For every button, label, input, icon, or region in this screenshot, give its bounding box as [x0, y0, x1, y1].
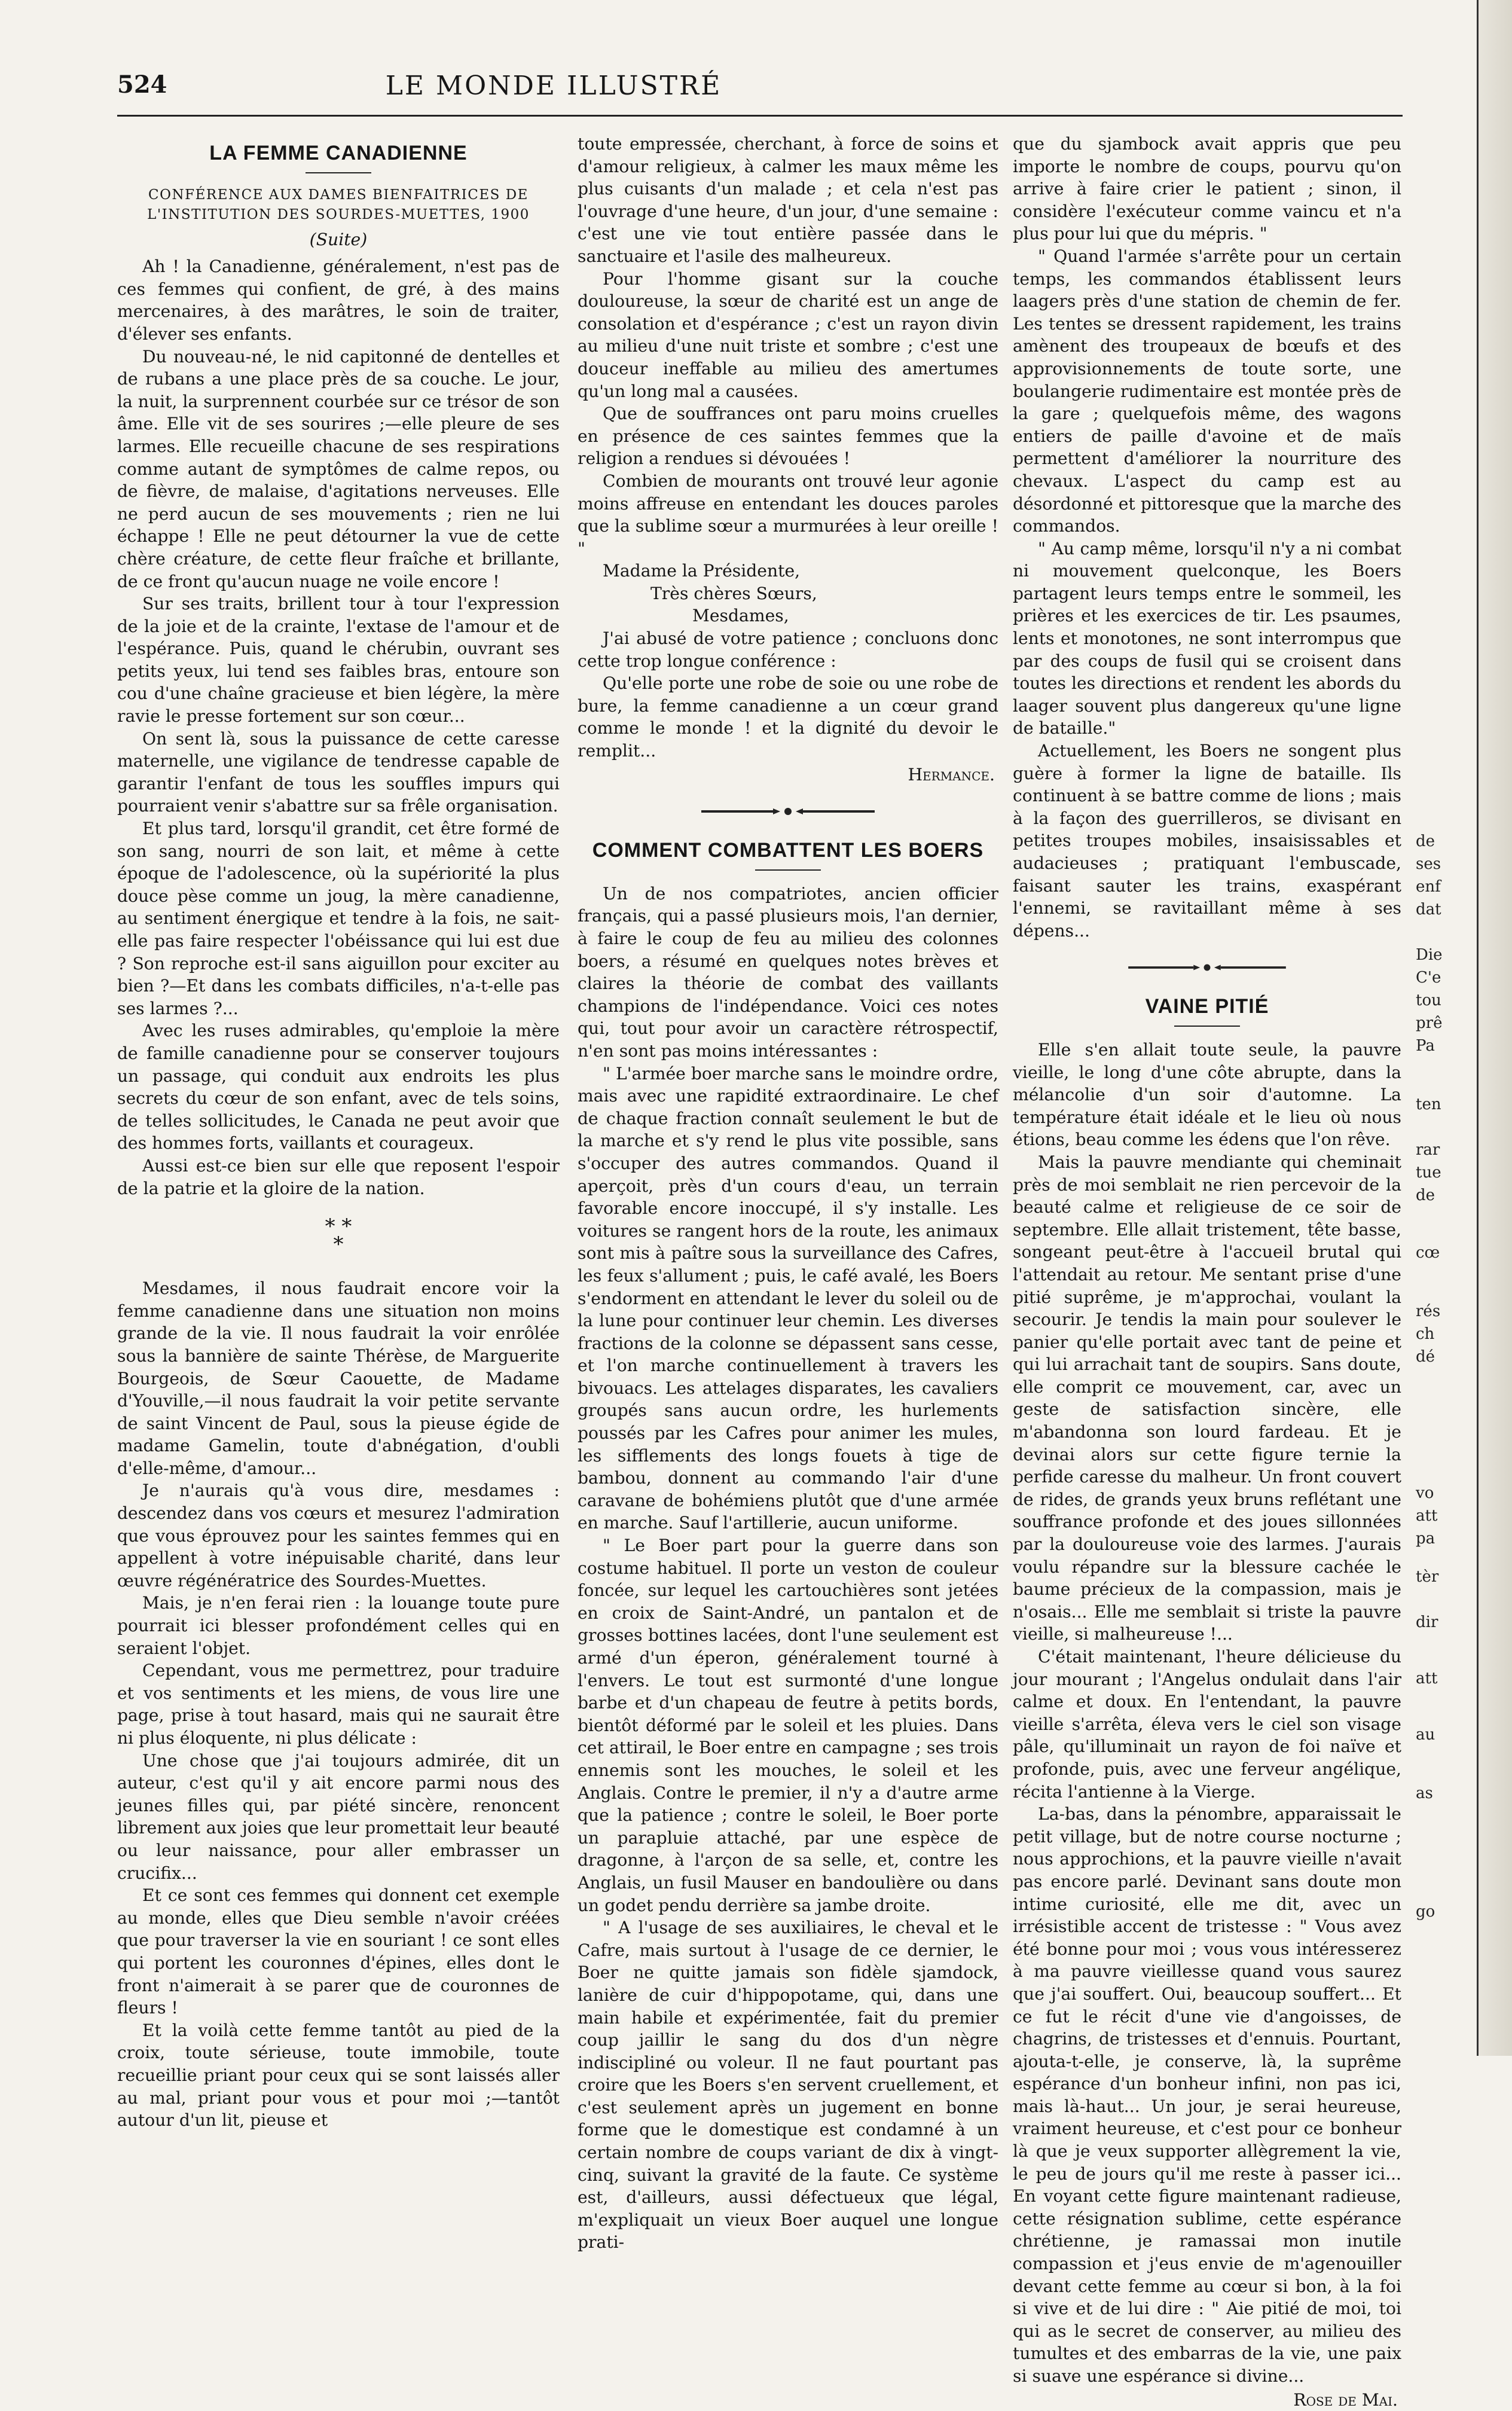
edge-fragment: dir — [1416, 1613, 1438, 1631]
signature-rose-de-mai: Rose de Mai. — [1293, 2389, 1398, 2410]
paragraph: C'était maintenant, l'heure délicieuse du jour mourant ; l'Angelus ondulait dans l'air calme et doux. En l'entendant, la pauvre vieille s'arrêta, éleva vers le ciel son visage pâle, qu'illuminait un rayon de foi naïve et profonde, puis, avec une ferveur angélique, récita l'antienne à la Vierge. — [1013, 1647, 1401, 1802]
paragraph: Ah ! la Canadienne, généralement, n'est pas de ces femmes qui confient, de gré, à des mains mercenaires, à des marâtres, le soin de traiter, d'élever ses enfants. — [117, 257, 560, 344]
edge-fragment: de — [1416, 1186, 1435, 1204]
paragraph: Avec les ruses admirables, qu'emploie la mère de famille canadienne pour se conserver toujours un passage, qui conduit aux endroits les plus secrets du cœur de son enfant, avec de tels soins, de telles sollicitudes, le Canada ne peut avoir que des hommes forts, vaillants et courageux. — [117, 1021, 560, 1153]
edge-fragment: Pa — [1416, 1037, 1435, 1055]
asterism-divider: * * * — [325, 1214, 352, 1257]
article-title-femme-canadienne: LA FEMME CANADIENNE — [209, 142, 468, 164]
edge-fragment: as — [1416, 1784, 1433, 1802]
edge-fragment: C'e — [1416, 969, 1441, 987]
paragraph: Mesdames, il nous faudrait encore voir la femme canadienne dans une situation non moins grande de la vie. Il nous faudrait la voir enrôlée sous la bannière de sainte Thérèse, de Marguerite Bourgeois, de Sœur Caouette, de Madame d'Youville,—il nous faudrait la voir petite servante de saint Vincent de Paul, sous la pieuse égide de madame Gamelin, toute d'abnégation, d'oubli d'elle-même, d'amour... — [117, 1278, 560, 1478]
paragraph: Et plus tard, lorsqu'il grandit, cet être formé de son sang, nourri de son lait, et même à cette époque de l'adolescence, où la supériorité la plus douce pèse comme un joug, la mère canadienne, au sentiment énergique et tendre à la fois, ne sait-elle pas faire respecter l'obéissance qui lui est due ? Son reproche est-il sans aiguillon pour exciter au bien ?—Et dans les combats difficiles, n'a-t-elle pas ses larmes ?... — [117, 819, 560, 1018]
masthead: LE MONDE ILLUSTRÉ — [385, 71, 722, 101]
page-gutter-edge — [1477, 0, 1512, 2056]
edge-fragment: tue — [1416, 1164, 1441, 1182]
edge-fragment: tou — [1416, 991, 1441, 1009]
edge-fragment: tèr — [1416, 1568, 1439, 1586]
paragraph: " Au camp même, lorsqu'il n'y a ni combat ni mouvement quelconque, les Boers partagent leurs temps entre le sommeil, les prières et les exercices de tir. Les psaumes, lents et monotones, ne sont interrompus que par des coups de fusil qui se croisent dans toutes les directions et rendent les abords du laager souvent plus dangereux qu'une ligne de bataille." — [1013, 538, 1401, 738]
paragraph: Mais, je n'en ferai rien : la louange toute pure pourrait ici blesser profondément celles qui en seraient l'objet. — [117, 1593, 560, 1658]
edge-fragment: pa — [1416, 1530, 1435, 1548]
paragraph: Elle s'en allait toute seule, la pauvre vieille, le long d'une côte abrupte, dans la mélancolie d'un soir d'automne. La température était idéale et le lieu où nous étions, beau comme les édens que l'on rêve. — [1013, 1039, 1401, 1150]
closing-line: Très chères Sœurs, — [650, 583, 817, 603]
closing-line: Mesdames, — [692, 606, 789, 626]
paragraph: Je n'aurais qu'à vous dire, mesdames : descendez dans vos cœurs et mesurez l'admiration que vous éprouvez pour les saintes femmes qui en appellent à votre inépuisable charité, dans leur œuvre régénératrice des Sourdes-Muettes. — [117, 1481, 560, 1591]
paragraph: toute empressée, cherchant, à force de soins et d'amour religieux, à calmer les maux même les plus cuisants d'un malade ; et cela n'est pas l'ouvrage d'une heure, d'un jour, d'une semaine : c'est une vie tout entière passée dans le sanctuaire et l'asile des malheureux. — [578, 134, 998, 266]
paragraph: Une chose que j'ai toujours admirée, dit un auteur, c'est qu'il y ait encore parmi nous des jeunes filles qui, par piété sincère, renoncent librement aux joies que leur promettait leur beauté ou leur naissance, pour aller embrasser un crucifix... — [117, 1750, 560, 1883]
paragraph: Combien de mourants ont trouvé leur agonie moins affreuse en entendant les douces paroles que la sublime sœur a murmurées à leur oreille ! " — [578, 471, 998, 559]
edge-fragment: enf — [1416, 878, 1441, 896]
title-rule — [1174, 1026, 1240, 1027]
edge-fragment: ch — [1416, 1325, 1435, 1343]
edge-fragment: ten — [1416, 1095, 1441, 1113]
edge-fragment: de — [1416, 832, 1435, 850]
edge-fragment: rés — [1416, 1302, 1441, 1320]
edge-fragment: rar — [1416, 1141, 1440, 1159]
suite-label: (Suite) — [309, 229, 368, 249]
edge-fragment: att — [1416, 1507, 1438, 1525]
paragraph: Aussi est-ce bien sur elle que reposent l'espoir de la patrie et la gloire de la nation. — [117, 1155, 560, 1198]
header-rule — [117, 115, 1403, 117]
paragraph: Mais la pauvre mendiante qui cheminait près de moi semblait ne rien percevoir de la beauté calme et religieuse de ce soir de septembre. Elle allait tristement, tête basse, songeant peut-être à l'accueil brutal qui l'attendait au retour. Me sentant prise d'une pitié suprême, je m'approchai, voulant la secourir. Je tendis la main pour soulever le panier qu'elle portait avec tant de peine et qui lui arrachait tant de soupirs. Sans doute, elle comprit ce mouvement, car, avec un geste de satisfaction sincère, elle m'abandonna son lourd fardeau. Et je devinai alors sur cette figure ternie la perfide caresse du malheur. Un front couvert de rides, de grands yeux bruns reflétant une souffrance profonde et des joues sillonnées par la douloureuse voie des larmes. J'aurais voulu répandre sur la blessure cachée le baume précieux de la compassion, mais je n'osais... Elle me semblait si triste la pauvre vieille, si malheureuse !... — [1013, 1152, 1401, 1644]
title-rule — [306, 172, 371, 173]
paragraph: J'ai abusé de votre patience ; concluons donc cette trop longue conférence : — [578, 628, 998, 671]
column-3 — [1013, 133, 1401, 2411]
paragraph: Et ce sont ces femmes qui donnent cet exemple au monde, elles que Dieu semble n'avoir créées que pour traverser la vie en souriant ! ce sont elles qui portent les couronnes d'épines, elles dont le front n'aimerait à se parer que de couronnes de fleurs ! — [117, 1885, 560, 2018]
fleuron-divider — [689, 807, 887, 816]
article-subtitle: CONFÉRENCE AUX DAMES BIENFAITRICES DE L'INSTITUTION DES SOURDES-MUETTES, 1900 — [147, 187, 530, 222]
paragraph: " Le Boer part pour la guerre dans son costume habituel. Il porte un veston de couleur foncée, sur lequel les cartouchières sont jetées en croix de Saint-André, un pantalon et de grosses bottines lacées, dont l'une seulement est armé d'un éperon, généralement tourné à l'envers. Le tout est surmonté d'une longue barbe et d'un chapeau de feutre à petits bords, bientôt déformé par le soleil et les pluies. Dans cet attirail, le Boer entre en campagne ; ses trois ennemis sont les mouches, le soleil et les Anglais. Contre le premier, il n'y a d'autre arme que la patience ; contre le soleil, le Boer porte un parapluie attaché, par une espèce de dragonne, à l'arçon de sa selle, et, contre les Anglais, un fusil Mauser en bandoulière ou dans un godet pendu derrière sa jambe droite. — [578, 1536, 998, 1915]
edge-fragment: vo — [1416, 1484, 1434, 1502]
edge-fragment: go — [1416, 1903, 1435, 1921]
edge-fragment: ses — [1416, 855, 1441, 873]
article-title-boers: COMMENT COMBATTENT LES BOERS — [592, 839, 984, 862]
paragraph: " A l'usage de ses auxiliaires, le cheval et le Cafre, mais surtout à l'usage de ce dernier, le Boer ne quitte jamais son fidèle sjamdock, lanière de cuir d'hippopotame, qui, dans une main habile et expérimentée, fait du premier coup jaillir le sang du dos d'un nègre indiscipliné ou voleur. Il ne faut pourtant pas croire que les Boers s'en servent cruellement, et c'est seulement après un jugement en bonne forme que le domestique est condamné à un certain nombre de coups variant de dix à vingt-cinq, suivant la gravité de la faute. Ce système est, d'ailleurs, aussi défectueux que légal, m'expliquait un vieux Boer auquel une longue prati- — [578, 1918, 998, 2253]
paragraph: Un de nos compatriotes, ancien officier français, qui a passé plusieurs mois, l'an dernier, à faire le coup de feu au milieu des colonnes boers, a résumé en quelques notes brèves et claires la théorie de combat des vaillants champions de l'indépendance. Voici ces notes qui, tout pour avoir un caractère rétrospectif, n'en sont pas moins intéressantes : — [578, 883, 998, 1061]
paragraph: Cependant, vous me permettrez, pour traduire et vos sentiments et les miens, de vous lire une page, prise à tout hasard, mais qui ne saurait être ni plus éloquente, ni plus délicate : — [117, 1661, 560, 1748]
paragraph: Qu'elle porte une robe de soie ou une robe de bure, la femme canadienne a un cœur grand comme le monde ! et la dignité du devoir le remplit... — [578, 673, 998, 761]
page-header — [117, 71, 990, 109]
paragraph: " L'armée boer marche sans le moindre ordre, mais avec une rapidité extraordinaire. Le chef de chaque fraction connaît seulement le but de la marche et s'y rend le plus vite possible, sans s'occuper des autres commandos. Quand il aperçoit, près d'un cours d'eau, un terrain favorable encore inoccupé, il s'y installe. Les voitures se rangent hors de la route, les animaux sont mis à paître sous la surveillance des Cafres, les feux s'allument ; puis, le café avalé, les Boers s'endorment en attendant le lever du soleil ou de la lune pour continuer leur chemin. Les diverses fractions de la colonne se dépassent sans cesse, et l'on marche continuellement à travers les bivouacs. Les attelages disparates, les cavaliers groupés sans aucun ordre, les hurlements poussés par les Cafres pour animer les mules, les sifflements des longs fouets à tige de bambou, donnent au commando l'air d'une caravane de bohémiens plutôt que d'une armée en marche. Sauf l'artillerie, aucun uniforme. — [578, 1063, 998, 1533]
paragraph: La-bas, dans la pénombre, apparaissait le petit village, but de notre course nocturne ; nous approchions, et la pauvre vieille n'avait pas encore parlé. Devinant sans doute mon intime curiosité, elle me dit, avec un irrésistible accent de tristesse : " Vous avez été bonne pour moi ; vous vous intéresserez à ma pauvre vieillesse quand vous saurez que j'ai souffert. Oui, beaucoup souffert... Et ce fut le récit d'une vie d'angoisses, de chagrins, de tristesses et d'ennuis. Pourtant, ajouta-t-elle, je conserve, là, la suprême espérance d'un bonheur infini, non pas ici, mais là-haut... Un jour, je serai heureuse, vraiment heureuse, et c'est pour ce bonheur là que je veux supporter allègrement la vie, le peu de jours qu'il me reste à passer ici... En voyant cette figure maintenant radieuse, cette résignation sublime, cette espérance chrétienne, je ramassai mon inutile compassion et j'eus envie de m'agenouiller devant cette femme au cœur si bon, à la foi si vive et de lui dire : " Aie pitié de moi, toi qui as le secret de conserver, au milieu des tumultes et des embarras de la vie, une paix si suave une espérance si divine... — [1013, 1804, 1401, 2386]
paragraph: Actuellement, les Boers ne songent plus guère à former la ligne de bataille. Ils continuent à se battre comme de lions ; mais à la façon des guerrilleros, se divisant en petites troupes mobiles, insaisissables et audacieuses ; pratiquant l'embuscade, faisant sauter les trains, exaspérant l'ennemi, se ravitaillant même à ses dépens... — [1013, 741, 1401, 941]
column-2 — [578, 133, 998, 2254]
signature-hermance: Hermance. — [908, 764, 995, 785]
column-1 — [117, 133, 560, 2132]
paragraph: Du nouveau-né, le nid capitonné de dentelles et de rubans a une place près de sa couche. Le jour, la nuit, la surprennent courbée sur ce trésor de son âme. Elle vit de ses sourires ;—elle pleure de ses larmes. Elle recueille chacune de ses respirations comme autant de symptômes de calme repos, ou de fièvre, de malaise, d'agitations nerveuses. Elle ne perd aucun de ses mouvements ; rien ne lui échappe ! Elle ne peut détourner la vue de cette chère créature, de cette fleur fraîche et brillante, de ce front qu'aucun nuage ne voile encore ! — [117, 346, 560, 591]
paragraph: Que de souffrances ont paru moins cruelles en présence de ces saintes femmes que la religion a rendues si dévouées ! — [578, 404, 998, 469]
page-number: 524 — [117, 71, 167, 99]
edge-fragment: dé — [1416, 1348, 1435, 1366]
article-title-vaine-pitie: VAINE PITIÉ — [1145, 995, 1269, 1018]
paragraph: On sent là, sous la puissance de cette caresse maternelle, une vigilance de tendresse capable de garantir l'enfant de tous les souffles impurs qui pourraient venir s'abattre sur sa frêle organisation. — [117, 728, 560, 816]
paragraph: " Quand l'armée s'arrête pour un certain temps, les commandos établissent leurs laagers près d'une station de chemin de fer. Les tentes se dressent rapidement, les trains amènent des troupeaux de bœufs et des approvisionnements de toute sorte, une boulangerie rudimentaire est montée près de la gare ; quelquefois même, des wagons entiers de paille d'avoine et de maïs permettent d'améliorer la nourriture des chevaux. L'aspect du camp est au désordonné et pittoresque que la marche des commandos. — [1013, 246, 1401, 536]
closing-line: Madame la Présidente, — [603, 561, 801, 581]
paragraph: Et la voilà cette femme tantôt au pied de la croix, toute sérieuse, toute immobile, toute recueillie priant pour ceux qui se sont laissés aller au mal, priant pour vous et pour moi ;—tantôt autour d'un lit, pieuse et — [117, 2020, 560, 2131]
title-rule — [755, 869, 821, 871]
edge-fragment: Die — [1416, 946, 1443, 964]
paragraph: que du sjambock avait appris que peu importe le nombre de coups, pourvu qu'on arrive à faire crier le patient ; sinon, il considère l'exécuteur comme vaincu et n'a plus pour lui que du mépris. " — [1013, 134, 1401, 244]
paragraph: Pour l'homme gisant sur la couche douloureuse, la sœur de charité est un ange de consolation et d'espérance ; c'est un rayon divin au milieu d'une nuit triste et sombre ; c'est une douceur ineffable au milieu des amertumes qu'un long mal a causées. — [578, 268, 998, 401]
paragraph: Sur ses traits, brillent tour à tour l'expression de la joie et de la crainte, l'extase de l'amour et de l'espérance. Puis, quand le chérubin, ouvrant ses petits yeux, lui tend ses faibles bras, entoure son cou d'une chaîne gracieuse et bien légère, la mère ravie le presse fortement sur son cœur... — [117, 594, 560, 727]
edge-fragment: cœ — [1416, 1244, 1440, 1262]
edge-fragment: prê — [1416, 1014, 1443, 1032]
edge-fragment: au — [1416, 1726, 1435, 1744]
edge-fragment: att — [1416, 1670, 1438, 1687]
edge-fragment: dat — [1416, 901, 1441, 918]
fleuron-divider — [1117, 963, 1297, 972]
